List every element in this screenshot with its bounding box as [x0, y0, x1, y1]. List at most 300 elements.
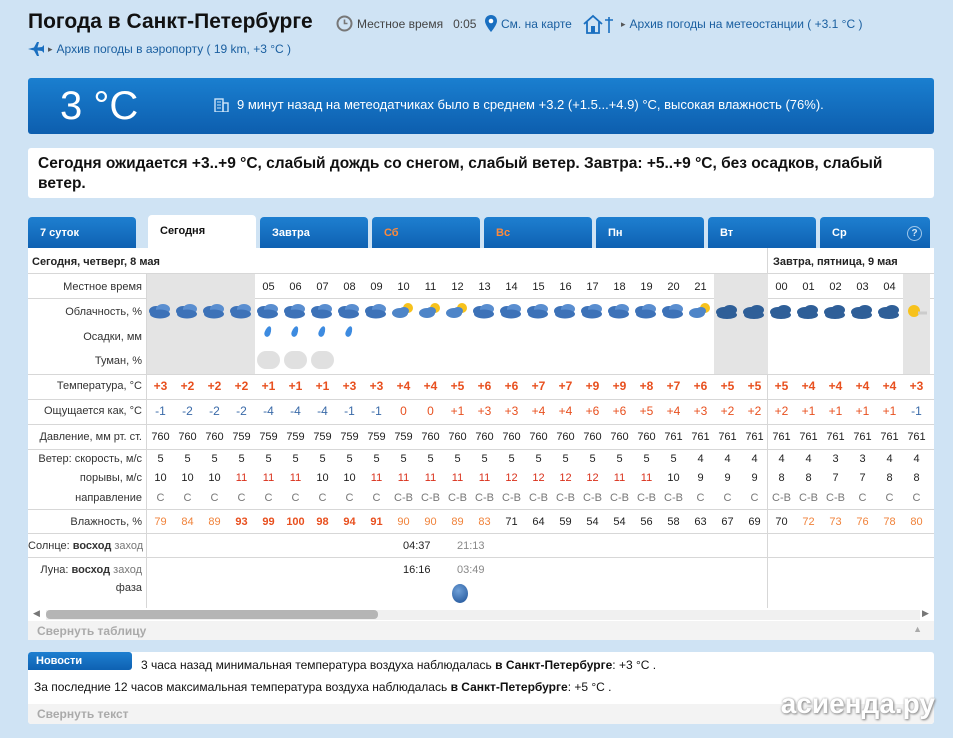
temp-cell: +9: [612, 379, 627, 393]
pressure-cell: 760: [205, 431, 224, 443]
feels-cell: +1: [882, 404, 897, 418]
fog-icon: [311, 351, 334, 369]
pressure-cell: 760: [583, 431, 602, 443]
humidity-cell: 84: [181, 516, 194, 528]
hour-cell: 06: [289, 281, 302, 293]
temp-cell: +3: [909, 379, 924, 393]
temp-cell: +4: [801, 379, 816, 393]
wind-speed-cell: 5: [562, 453, 569, 465]
pressure-cell: 761: [691, 431, 710, 443]
tab-wednesday-label: Ср: [832, 227, 847, 239]
local-time: [336, 15, 476, 32]
wind-speed-cell: 4: [697, 453, 704, 465]
hour-cell: 07: [316, 281, 329, 293]
feels-cell: -1: [155, 404, 166, 418]
evening-shade: [714, 274, 768, 374]
triangle-icon: ▸: [621, 18, 626, 29]
wind-speed-cell: 4: [724, 453, 731, 465]
temp-cell: +4: [828, 379, 843, 393]
cloud-icon: [796, 302, 820, 320]
humidity-cell: 99: [262, 516, 275, 528]
direction-cell: С-В: [448, 492, 467, 504]
hourly-table: [28, 248, 934, 640]
temp-cell: +8: [639, 379, 654, 393]
sunrise-time: 04:37: [403, 540, 431, 552]
hour-cell: 18: [613, 281, 626, 293]
page-title: Погода в Санкт-Петербурге: [28, 10, 313, 33]
hour-cell: 09: [370, 281, 383, 293]
cloud-icon: [634, 302, 658, 320]
moonset-time: 03:49: [457, 564, 485, 576]
wind-speed-cell: 5: [535, 453, 542, 465]
moonrise-label: восход: [71, 564, 111, 576]
tab-today[interactable]: Сегодня: [148, 215, 256, 248]
gust-cell: 9: [724, 472, 731, 484]
direction-cell: С: [291, 492, 300, 504]
cloud-icon: [337, 302, 361, 320]
pressure-cell: 759: [259, 431, 278, 443]
humidity-cell: 100: [286, 516, 305, 528]
weather-station-icon: [583, 14, 617, 34]
gust-cell: 11: [235, 472, 248, 484]
direction-cell: С: [750, 492, 759, 504]
gust-cell: 12: [505, 472, 518, 484]
collapse-table-button[interactable]: [28, 621, 934, 640]
hour-cell: 02: [829, 281, 842, 293]
humidity-cell: 89: [208, 516, 221, 528]
temp-cell: +7: [558, 379, 573, 393]
news-line-1-text: 3 часа назад минимальная температура воздуха наблюдалась: [141, 658, 492, 672]
cloud-icon: [148, 302, 172, 320]
temp-cell: +7: [531, 379, 546, 393]
feels-cell: -2: [182, 404, 193, 418]
rain-drop-icon: [344, 325, 353, 337]
row-divider: [28, 424, 934, 425]
forecast-summary: Сегодня ожидается +3..+9 °C, слабый дождь со снегом, слабый ветер. Завтра: +5..+9 °C, без осадков, слабый ветер.: [28, 148, 934, 198]
wind-speed-cell: 5: [211, 453, 218, 465]
partly-cloudy-icon: [445, 302, 469, 320]
rain-drop-icon: [290, 325, 299, 337]
feels-cell: +6: [612, 404, 627, 418]
gust-cell: 11: [640, 472, 653, 484]
gust-cell: 11: [289, 472, 302, 484]
gust-cell: 12: [586, 472, 599, 484]
cloud-icon: [580, 302, 604, 320]
tab-tomorrow[interactable]: Завтра: [260, 217, 368, 248]
cloud-icon: [310, 302, 334, 320]
feels-cell: +6: [585, 404, 600, 418]
humidity-cell: 70: [775, 516, 788, 528]
humidity-cell: 80: [910, 516, 923, 528]
airport-archive-link[interactable]: [28, 42, 291, 56]
cloud-icon: [553, 302, 577, 320]
wind-speed-cell: 4: [778, 453, 785, 465]
cloud-icon: [823, 302, 847, 320]
direction-cell: С: [345, 492, 354, 504]
pressure-cell: 760: [448, 431, 467, 443]
cloud-icon: [229, 302, 253, 320]
row-label-sun: [28, 540, 142, 552]
direction-cell: С-В: [529, 492, 548, 504]
feels-cell: +2: [720, 404, 735, 418]
scroll-right-arrow[interactable]: ▶: [922, 608, 929, 618]
cloud-icon: [526, 302, 550, 320]
wind-speed-cell: 5: [292, 453, 299, 465]
night-shade: [147, 274, 255, 374]
direction-cell: С: [210, 492, 219, 504]
pressure-cell: 761: [745, 431, 764, 443]
direction-cell: С: [696, 492, 705, 504]
cloud-icon: [769, 302, 793, 320]
feels-cell: -1: [371, 404, 382, 418]
pressure-cell: 759: [313, 431, 332, 443]
gust-cell: 8: [778, 472, 785, 484]
wind-speed-cell: 5: [238, 453, 245, 465]
partly-cloudy-icon: [391, 302, 415, 320]
humidity-cell: 58: [667, 516, 680, 528]
humidity-cell: 64: [532, 516, 545, 528]
cloud-icon: [175, 302, 199, 320]
cloud-icon: [607, 302, 631, 320]
hour-cell: 17: [586, 281, 599, 293]
gust-cell: 10: [667, 472, 680, 484]
temp-cell: +3: [369, 379, 384, 393]
gust-cell: 8: [805, 472, 812, 484]
feels-cell: -2: [209, 404, 220, 418]
direction-cell: С: [264, 492, 273, 504]
pressure-cell: 759: [340, 431, 359, 443]
tab-tuesday[interactable]: Вт: [708, 217, 816, 248]
pressure-cell: 761: [880, 431, 899, 443]
sunset-time: 21:13: [457, 540, 485, 552]
watermark: асиенда.ру: [780, 688, 935, 719]
wind-speed-cell: 5: [670, 453, 677, 465]
gust-cell: 9: [697, 472, 704, 484]
pressure-cell: 760: [529, 431, 548, 443]
pressure-cell: 761: [799, 431, 818, 443]
temp-cell: +2: [207, 379, 222, 393]
gust-cell: 11: [370, 472, 383, 484]
direction-cell: С: [237, 492, 246, 504]
hour-cell: 08: [343, 281, 356, 293]
feels-cell: +1: [450, 404, 465, 418]
pressure-cell: 760: [610, 431, 629, 443]
news-line-1-place: в Санкт-Петербурге: [495, 658, 613, 672]
news-line-2-text: За последние 12 часов максимальная температура воздуха наблюдалась: [34, 680, 448, 694]
wind-speed-cell: 4: [805, 453, 812, 465]
wind-speed-cell: 5: [373, 453, 380, 465]
collapse-arrow-icon: ▲: [913, 624, 922, 634]
direction-cell: С-В: [637, 492, 656, 504]
humidity-cell: 93: [235, 516, 248, 528]
current-weather-banner: [28, 78, 934, 134]
row-label-fog: Туман, %: [94, 355, 142, 367]
pressure-cell: 760: [475, 431, 494, 443]
feels-cell: +2: [747, 404, 762, 418]
wind-speed-cell: 4: [913, 453, 920, 465]
cloud-icon: [364, 302, 388, 320]
pressure-cell: 760: [637, 431, 656, 443]
cloud-icon: [472, 302, 496, 320]
today-date-label: Сегодня, четверг, 8 мая: [32, 256, 160, 268]
pressure-cell: 760: [151, 431, 170, 443]
pressure-cell: 759: [367, 431, 386, 443]
cloud-icon: [877, 302, 901, 320]
feels-cell: +1: [801, 404, 816, 418]
wind-speed-cell: 5: [265, 453, 272, 465]
pressure-cell: 761: [826, 431, 845, 443]
gust-cell: 9: [751, 472, 758, 484]
map-link-label[interactable]: См. на карте: [501, 16, 572, 31]
temp-cell: +9: [585, 379, 600, 393]
pressure-cell: 761: [664, 431, 683, 443]
wind-speed-cell: 5: [400, 453, 407, 465]
hour-cell: 20: [667, 281, 680, 293]
pressure-cell: 759: [232, 431, 251, 443]
gust-cell: 7: [832, 472, 839, 484]
hour-cell: 04: [883, 281, 896, 293]
hour-cell: 13: [478, 281, 491, 293]
direction-cell: С-В: [772, 492, 791, 504]
humidity-cell: 54: [613, 516, 626, 528]
cloud-icon: [742, 302, 766, 320]
feels-cell: +4: [531, 404, 546, 418]
row-label-hours: Местное время: [63, 281, 142, 293]
row-label-gusts: порывы, м/с: [79, 472, 142, 484]
humidity-cell: 71: [505, 516, 518, 528]
temp-cell: +3: [153, 379, 168, 393]
row-divider: [28, 374, 934, 375]
row-label-direction: направление: [75, 492, 142, 504]
humidity-cell: 94: [343, 516, 356, 528]
scroll-thumb[interactable]: [46, 610, 378, 619]
news-tag: Новости погоды: [28, 652, 132, 670]
temp-cell: +3: [342, 379, 357, 393]
gust-cell: 11: [451, 472, 464, 484]
direction-cell: С-В: [421, 492, 440, 504]
feels-cell: +4: [666, 404, 681, 418]
direction-cell: С: [885, 492, 894, 504]
building-icon: [214, 96, 229, 112]
temp-cell: +5: [720, 379, 735, 393]
rain-drop-icon: [317, 325, 326, 337]
temp-cell: +6: [504, 379, 519, 393]
collapse-text-button[interactable]: Свернуть текст: [28, 704, 934, 724]
hour-cell: 10: [397, 281, 410, 293]
humidity-cell: 90: [397, 516, 410, 528]
tab-sunday[interactable]: Вс: [484, 217, 592, 248]
direction-cell: С-В: [826, 492, 845, 504]
humidity-cell: 89: [451, 516, 464, 528]
page-header: [28, 8, 943, 68]
feels-cell: +5: [639, 404, 654, 418]
cloud-icon: [715, 302, 739, 320]
direction-cell: С-В: [799, 492, 818, 504]
humidity-cell: 73: [829, 516, 842, 528]
partly-cloudy-icon: [688, 302, 712, 320]
temp-cell: +4: [396, 379, 411, 393]
direction-cell: С: [183, 492, 192, 504]
row-label-humidity: Влажность, %: [70, 516, 142, 528]
feels-cell: 0: [400, 404, 407, 418]
temp-cell: +1: [288, 379, 303, 393]
temp-cell: +1: [315, 379, 330, 393]
wind-speed-cell: 5: [319, 453, 326, 465]
map-link[interactable]: [485, 15, 572, 32]
row-label-clouds: Облачность, %: [65, 306, 142, 318]
fog-icon: [284, 351, 307, 369]
airplane-icon: [28, 42, 44, 56]
direction-cell: С: [372, 492, 381, 504]
direction-cell: С: [318, 492, 327, 504]
pressure-cell: 761: [718, 431, 737, 443]
wind-speed-cell: 5: [481, 453, 488, 465]
moon-phase-icon: [452, 584, 468, 603]
pressure-cell: 760: [421, 431, 440, 443]
cloud-icon: [283, 302, 307, 320]
row-divider: [28, 399, 934, 400]
news-line-2-place: в Санкт-Петербурге: [450, 680, 568, 694]
gust-cell: 10: [316, 472, 329, 484]
tab-7-days[interactable]: 7 суток: [28, 217, 136, 248]
humidity-cell: 83: [478, 516, 491, 528]
sun-icon: [904, 302, 928, 320]
humidity-cell: 59: [559, 516, 572, 528]
wind-speed-cell: 5: [643, 453, 650, 465]
direction-cell: С: [723, 492, 732, 504]
temp-cell: +5: [747, 379, 762, 393]
row-label-temp: Температура, °C: [56, 380, 142, 392]
news-line-2-value: : +5 °C .: [567, 680, 612, 694]
tab-saturday[interactable]: Сб: [372, 217, 480, 248]
moonset-label: заход: [113, 564, 142, 576]
dawn-shade: [903, 274, 930, 374]
pressure-cell: 760: [178, 431, 197, 443]
row-divider: [28, 557, 934, 558]
moon-label: Луна:: [40, 564, 69, 576]
moonrise-time: 16:16: [403, 564, 431, 576]
gust-cell: 10: [208, 472, 221, 484]
feels-cell: -4: [263, 404, 274, 418]
temp-cell: +4: [882, 379, 897, 393]
temp-cell: +6: [477, 379, 492, 393]
pressure-cell: 760: [556, 431, 575, 443]
direction-cell: С: [156, 492, 165, 504]
row-divider: [28, 449, 934, 450]
airport-archive-label[interactable]: Архив погоды в аэропорту ( 19 km, +3 °C ): [56, 42, 292, 56]
cloud-icon: [202, 302, 226, 320]
feels-cell: -1: [344, 404, 355, 418]
gust-cell: 11: [262, 472, 275, 484]
pressure-cell: 761: [853, 431, 872, 443]
sunrise-label: восход: [72, 540, 112, 552]
humidity-cell: 56: [640, 516, 653, 528]
hour-cell: 21: [694, 281, 707, 293]
humidity-cell: 91: [370, 516, 383, 528]
station-archive-label[interactable]: Архив погоды на метеостанции ( +3.1 °C ): [629, 17, 863, 31]
help-icon[interactable]: ?: [907, 226, 922, 241]
cloud-icon: [850, 302, 874, 320]
temp-cell: +4: [855, 379, 870, 393]
hour-cell: 03: [856, 281, 869, 293]
gust-cell: 10: [181, 472, 194, 484]
sensor-note-text: 9 минут назад на метеодатчиках было в среднем +3.2 (+1.5...+4.9) °C, высокая влажность (76%).: [237, 96, 824, 112]
row-label-moon: [28, 564, 142, 576]
collapse-table-label[interactable]: Свернуть таблицу: [37, 624, 147, 638]
gust-cell: 10: [154, 472, 167, 484]
wind-speed-cell: 5: [589, 453, 596, 465]
wind-speed-cell: 5: [616, 453, 623, 465]
cloud-icon: [256, 302, 280, 320]
tab-monday[interactable]: Пн: [596, 217, 704, 248]
scroll-left-arrow[interactable]: ◀: [33, 608, 40, 618]
triangle-icon: ▸: [48, 43, 53, 54]
row-divider: [28, 509, 934, 510]
row-label-precip: Осадки, мм: [83, 331, 142, 343]
feels-cell: +1: [828, 404, 843, 418]
feels-cell: 0: [427, 404, 434, 418]
feels-cell: -4: [317, 404, 328, 418]
hour-cell: 15: [532, 281, 545, 293]
temp-cell: +2: [180, 379, 195, 393]
hour-cell: 00: [775, 281, 788, 293]
station-archive-link[interactable]: [583, 14, 862, 34]
hour-cell: 05: [262, 281, 275, 293]
direction-cell: С-В: [502, 492, 521, 504]
gust-cell: 12: [559, 472, 572, 484]
gust-cell: 7: [859, 472, 866, 484]
humidity-cell: 79: [154, 516, 167, 528]
cloud-icon: [661, 302, 685, 320]
sensor-note: [214, 96, 824, 112]
day-tabs: [28, 215, 934, 248]
pressure-cell: 759: [394, 431, 413, 443]
temp-cell: +1: [261, 379, 276, 393]
feels-cell: +2: [774, 404, 789, 418]
tomorrow-date-label: Завтра, пятница, 9 мая: [773, 256, 898, 268]
pressure-cell: 760: [502, 431, 521, 443]
feels-cell: +1: [855, 404, 870, 418]
feels-cell: -1: [911, 404, 922, 418]
gust-cell: 10: [343, 472, 356, 484]
wind-speed-cell: 5: [184, 453, 191, 465]
feels-cell: +3: [693, 404, 708, 418]
direction-cell: С: [858, 492, 867, 504]
rain-drop-icon: [263, 325, 272, 337]
humidity-cell: 98: [316, 516, 329, 528]
wind-speed-cell: 5: [508, 453, 515, 465]
gust-cell: 11: [613, 472, 626, 484]
gust-cell: 11: [424, 472, 437, 484]
direction-cell: С-В: [556, 492, 575, 504]
wind-speed-cell: 5: [157, 453, 164, 465]
humidity-cell: 67: [721, 516, 734, 528]
sunset-label: заход: [114, 540, 144, 552]
direction-cell: С: [912, 492, 921, 504]
temp-cell: +6: [693, 379, 708, 393]
news-line-2: [34, 680, 612, 694]
clock-icon: [336, 15, 353, 32]
pressure-cell: 759: [286, 431, 305, 443]
wind-speed-cell: 5: [346, 453, 353, 465]
feels-cell: +4: [558, 404, 573, 418]
feels-cell: +3: [477, 404, 492, 418]
wind-speed-cell: 4: [751, 453, 758, 465]
gust-cell: 8: [886, 472, 893, 484]
wind-speed-cell: 5: [454, 453, 461, 465]
temp-cell: +2: [234, 379, 249, 393]
tab-wednesday[interactable]: [820, 217, 930, 248]
